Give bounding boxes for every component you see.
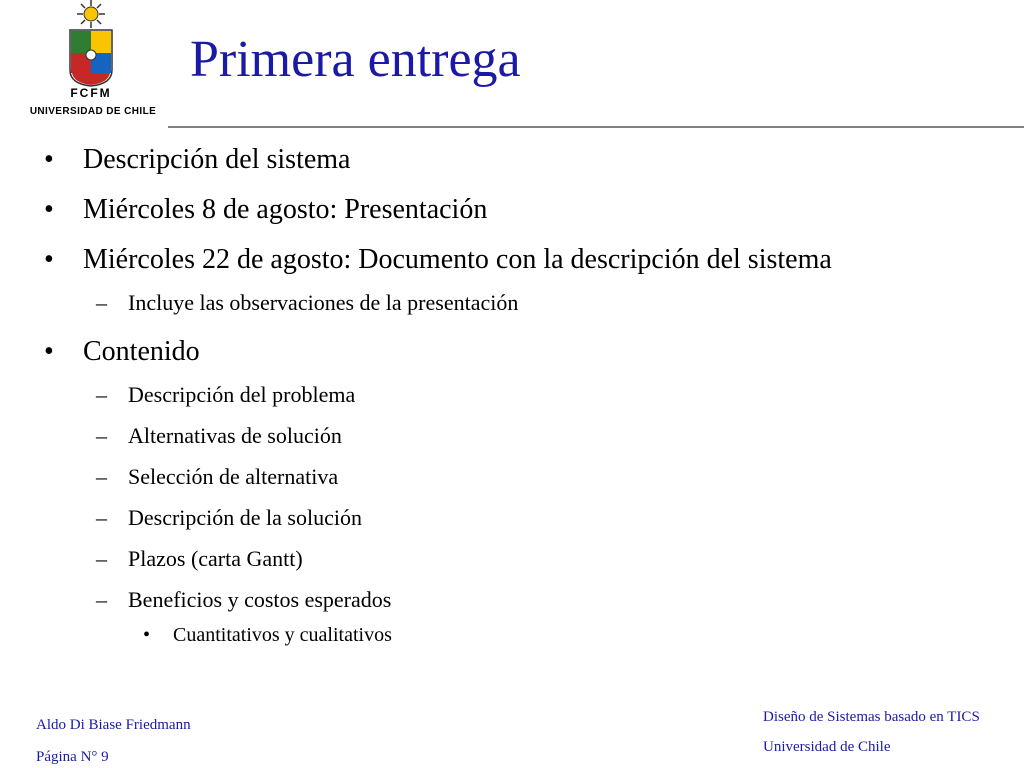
sub-bullet-text: Descripción del problema: [128, 382, 356, 407]
slide-title: Primera entrega: [190, 31, 521, 88]
bullet-item: [0, 142, 903, 178]
bullet-text: Contenido: [83, 336, 200, 367]
bullet-text: Miércoles 22 de agosto: Documento con la descripción del sistema: [83, 244, 832, 275]
sub-bullet-text: Plazos (carta Gantt): [128, 546, 303, 571]
bullet-marker: •: [44, 244, 54, 275]
sub-bullet-item: [0, 290, 1024, 316]
sub-bullet-item: [0, 546, 1024, 572]
dash-marker: –: [96, 505, 107, 530]
bullet-item: [0, 334, 903, 370]
logo-faculty-label: FCFM: [70, 86, 112, 100]
sub-bullet-item: [0, 423, 1024, 449]
title-divider: [168, 126, 1024, 128]
crest-star-icon: [77, 0, 105, 28]
sub-sub-bullet-item: [0, 623, 1024, 647]
bullet-marker: •: [44, 336, 54, 367]
sub-bullet-item: [0, 505, 1024, 531]
bullet-text: Descripción del sistema: [83, 144, 351, 175]
dash-marker: –: [96, 464, 107, 489]
sub-bullet-text: Alternativas de solución: [128, 423, 342, 448]
sub-bullet-item: [0, 464, 1024, 490]
bullet-item: [0, 192, 903, 228]
crest-shield-icon: [70, 30, 112, 86]
footer-author: Aldo Di Biase Friedmann: [36, 717, 191, 733]
sub-bullet-item: [0, 382, 1024, 408]
bullet-marker: •: [143, 624, 151, 646]
bullet-marker: •: [44, 194, 54, 225]
dash-marker: –: [96, 290, 107, 315]
dash-marker: –: [96, 423, 107, 448]
slide-body: [0, 142, 1024, 647]
sub-bullet-item: [0, 587, 1024, 613]
dash-marker: –: [96, 587, 107, 612]
bullet-item: [0, 242, 903, 278]
bullet-marker: •: [44, 144, 54, 175]
logo-university-label: UNIVERSIDAD DE CHILE: [29, 106, 157, 117]
bullet-text: Miércoles 8 de agosto: Presentación: [83, 194, 488, 225]
dash-marker: –: [96, 546, 107, 571]
footer-page-number: Página N° 9: [36, 749, 109, 765]
sub-bullet-text: Selección de alternativa: [128, 464, 339, 489]
footer-course: Diseño de Sistemas basado en TICS: [763, 709, 980, 725]
sub-sub-bullet-text: Cuantitativos y cualitativos: [173, 624, 392, 646]
sub-bullet-text: Beneficios y costos esperados: [128, 587, 392, 612]
dash-marker: –: [96, 382, 107, 407]
footer-university: Universidad de Chile: [763, 739, 891, 755]
sub-bullet-text: Descripción de la solución: [128, 505, 362, 530]
sub-bullet-text: Incluye las observaciones de la presentación: [128, 290, 519, 315]
